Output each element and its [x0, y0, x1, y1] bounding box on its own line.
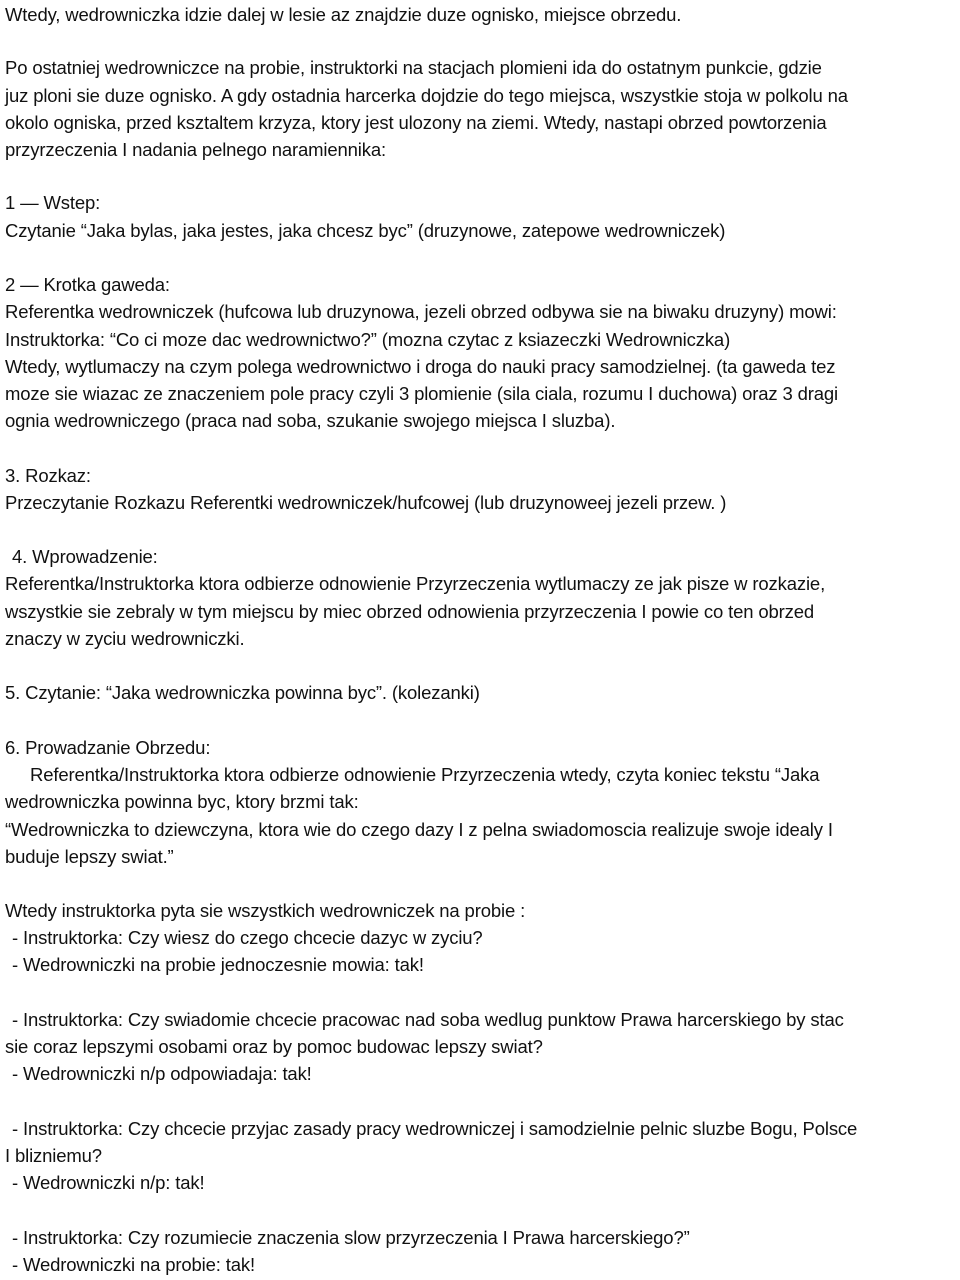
dialogue-line: - Wedrowniczki n/p: tak! — [12, 1172, 205, 1193]
paragraph-line: Wtedy, wytlumaczy na czym polega wedrownictwo i droga do nauki pracy samodzielnej. (ta gaweda tez — [5, 356, 836, 377]
dialogue-line: - Wedrowniczki na probie: tak! — [12, 1254, 255, 1275]
dialogue-line: - Wedrowniczki na probie jednoczesnie mowia: tak! — [12, 954, 424, 975]
dialogue-line: - Instruktorka: Czy rozumiecie znaczenia slow przyrzeczenia I Prawa harcerskiego?” — [12, 1227, 690, 1248]
paragraph-line: Instruktorka: “Co ci moze dac wedrownictwo?” (mozna czytac z ksiazeczki Wedrowniczka) — [5, 329, 731, 350]
intro-line: Wtedy, wedrowniczka idzie dalej w lesie az znajdzie duze ognisko, miejsce obrzedu. — [5, 4, 682, 25]
section-heading-rozkaz: 3. Rozkaz: — [5, 465, 91, 486]
dialogue-line: - Wedrowniczki n/p odpowiadaja: tak! — [12, 1063, 312, 1084]
paragraph-line: okolo ogniska, przed ksztaltem krzyza, ktory jest ulozony na ziemi. Wtedy, nastapi obrzed powtorzenia — [5, 112, 827, 133]
section-heading-czytanie: 5. Czytanie: “Jaka wedrowniczka powinna byc”. (kolezanki) — [5, 682, 480, 703]
paragraph-line: wedrowniczka powinna byc, ktory brzmi tak: — [5, 791, 359, 812]
dialogue-line: - Instruktorka: Czy chcecie przyjac zasady pracy wedrowniczej i samodzielnie pelnic sluzbe Bogu, Polsce — [12, 1118, 858, 1139]
paragraph-line: Wtedy instruktorka pyta sie wszystkich wedrowniczek na probie : — [5, 900, 526, 921]
section-heading-wstep: 1 — Wstep: — [5, 192, 101, 213]
paragraph-line: ognia wedrowniczego (praca nad soba, szukanie swojego miejsca I sluzba). — [5, 410, 616, 431]
dialogue-line: I blizniemu? — [5, 1145, 102, 1166]
dialogue-line: - Instruktorka: Czy swiadomie chcecie pracowac nad soba wedlug punktow Prawa harcerskiego by stac — [12, 1009, 844, 1030]
paragraph-line: Czytanie “Jaka bylas, jaka jestes, jaka chcesz byc” (druzynowe, zatepowe wedrowniczek) — [5, 220, 726, 241]
section-heading-gaweda: 2 — Krotka gaweda: — [5, 274, 170, 295]
paragraph-line: Referentka wedrowniczek (hufcowa lub druzynowa, jezeli obrzed odbywa sie na biwaku druzyny) mowi: — [5, 301, 837, 322]
paragraph-line: Referentka/Instruktorka ktora odbierze odnowienie Przyrzeczenia wtedy, czyta koniec tekstu “Jaka — [30, 764, 820, 785]
paragraph-line: moze sie wiazac ze znaczeniem pole pracy czyli 3 plomienie (sila ciala, rozumu I duchowa) oraz 3 dragi — [5, 383, 838, 404]
quote-line: “Wedrowniczka to dziewczyna, ktora wie do czego dazy I z pelna swiadomoscia realizuje swoje idealy I — [5, 819, 833, 840]
paragraph-line: Referentka/Instruktorka ktora odbierze odnowienie Przyrzeczenia wytlumaczy ze jak pisze w rozkazie, — [5, 573, 826, 594]
dialogue-line: - Instruktorka: Czy wiesz do czego chcecie dazyc w zyciu? — [12, 927, 483, 948]
paragraph-line: przyrzeczenia I nadania pelnego naramiennika: — [5, 139, 386, 160]
paragraph-line: Po ostatniej wedrowniczce na probie, instruktorki na stacjach plomieni ida do ostatnym punkcie, gdzie — [5, 57, 822, 78]
paragraph-line: znaczy w zyciu wedrowniczki. — [5, 628, 245, 649]
paragraph-line: wszystkie sie zebraly w tym miejscu by miec obrzed odnowienia przyrzeczenia I powie co ten obrzed — [5, 601, 815, 622]
paragraph-line: juz ploni sie duze ognisko. A gdy ostadnia harcerka dojdzie do tego miejsca, wszystkie stoja w polkolu na — [5, 85, 848, 106]
paragraph-line: Przeczytanie Rozkazu Referentki wedrowniczek/hufcowej (lub druzynoweej jezeli przew. ) — [5, 492, 727, 513]
dialogue-line: sie coraz lepszymi osobami oraz by pomoc budowac lepszy swiat? — [5, 1036, 543, 1057]
quote-line: buduje lepszy swiat.” — [5, 846, 174, 867]
section-heading-obrzed: 6. Prowadzanie Obrzedu: — [5, 737, 211, 758]
section-heading-wprowadzenie: 4. Wprowadzenie: — [12, 546, 158, 567]
